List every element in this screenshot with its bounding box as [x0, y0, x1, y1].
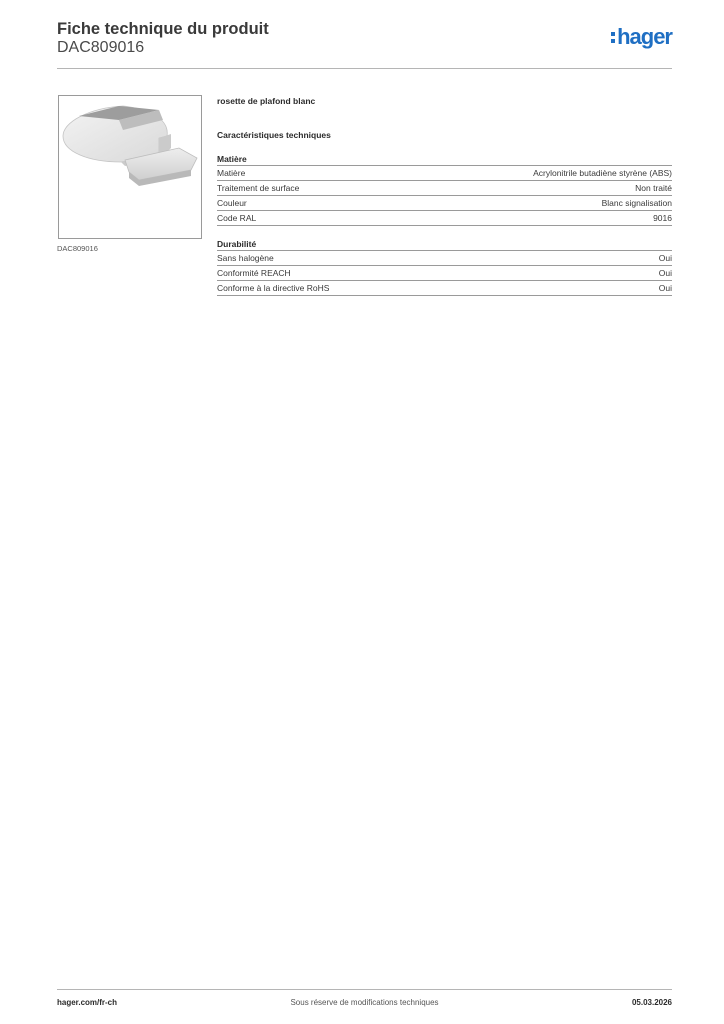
spec-label: Couleur — [217, 198, 247, 208]
footer-disclaimer: Sous réserve de modifications techniques — [290, 998, 439, 1007]
spec-value: Oui — [658, 253, 672, 263]
logo-colon-icon — [611, 32, 615, 43]
spec-row — [217, 195, 672, 210]
spec-row — [217, 250, 672, 265]
spec-row — [217, 265, 672, 280]
spec-row — [217, 280, 672, 296]
spec-row — [217, 165, 672, 180]
spec-label: Sans halogène — [217, 253, 274, 263]
spec-group-material — [217, 153, 672, 226]
spec-label: Matière — [217, 168, 246, 178]
spec-value: Oui — [658, 268, 672, 278]
footer-date: 05.03.2026 — [631, 998, 672, 1007]
spec-row — [217, 180, 672, 195]
product-image — [58, 95, 202, 239]
footer-website-link[interactable]: hager.com/fr-ch — [57, 998, 118, 1007]
spec-value: 9016 — [653, 213, 672, 223]
spec-label: Traitement de surface — [217, 183, 300, 193]
product-description: rosette de plafond blanc — [217, 96, 316, 106]
spec-content — [217, 95, 672, 296]
spec-row — [217, 210, 672, 226]
page-footer — [57, 998, 672, 1010]
header-divider — [57, 68, 672, 69]
document-title: Fiche technique du produit — [57, 20, 269, 38]
spec-value: Blanc signalisation — [601, 198, 672, 208]
product-reference: DAC809016 — [57, 39, 145, 56]
section-heading: Caractéristiques techniques — [217, 130, 331, 140]
hager-logo: hager — [611, 26, 672, 48]
page-header — [57, 20, 672, 68]
footer-divider — [57, 989, 672, 990]
spec-value: Non traité — [635, 183, 672, 193]
spec-label: Conformité REACH — [217, 268, 291, 278]
spec-label: Code RAL — [217, 213, 257, 223]
spec-value: Oui — [658, 283, 672, 293]
spec-label: Conforme à la directive RoHS — [217, 283, 330, 293]
ceiling-rosette-illustration — [59, 96, 201, 238]
image-caption: DAC809016 — [57, 244, 98, 253]
group-heading: Matière — [217, 154, 247, 164]
spec-value: Acrylonitrile butadiène styrène (ABS) — [533, 168, 672, 178]
group-heading: Durabilité — [217, 239, 257, 249]
spec-group-durability — [217, 238, 672, 296]
